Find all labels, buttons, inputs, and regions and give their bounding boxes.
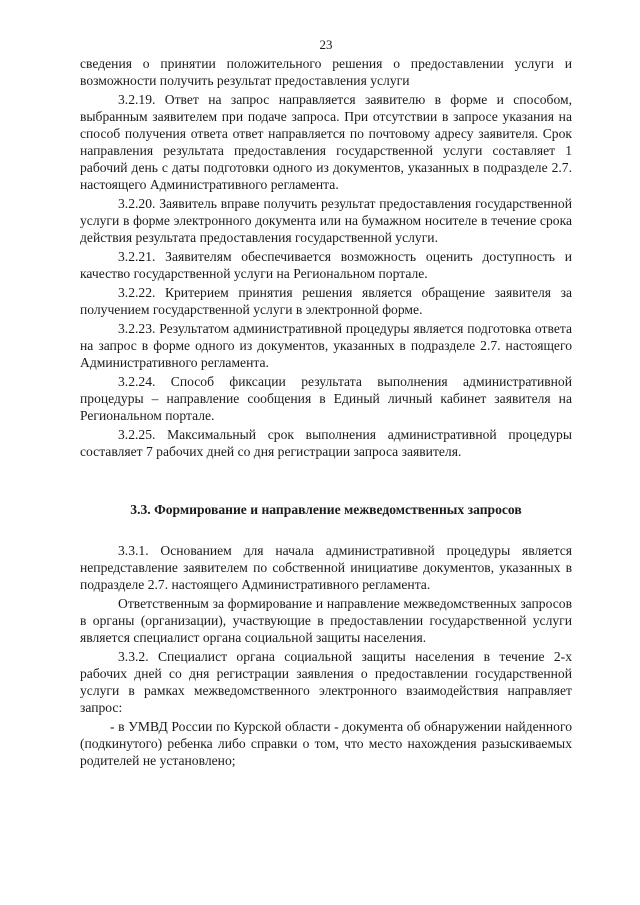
paragraph: 3.2.22. Критерием принятия решения является обращение заявителя за получением государственной услуги в электронной форме.	[80, 285, 572, 317]
paragraph: 3.3.2. Специалист органа социальной защиты населения в течение 2-х рабочих дней со дня регистрации заявления о предоставлении государственной услуги в рамках межведомственного электронного взаимодействия направляет запрос:	[80, 649, 572, 715]
paragraphs-before	[80, 55, 572, 460]
paragraph: 3.2.19. Ответ на запрос направляется заявителю в форме и способом, выбранным заявителем при подаче запроса. При отсутствии в запросе указания на способ получения ответа ответ направляется по почтовому адресу заявителя. Срок направления результата предоставления государственной услуги составляет 1 рабочий день с даты подготовки одного из документов, указанных в подразделе 2.7. настоящего Административного регламента.	[80, 92, 572, 192]
paragraph: 3.2.23. Результатом административной процедуры является подготовка ответа на запрос в форме одного из документов, указанных в подразделе 2.7. настоящего Административного регламента.	[80, 321, 572, 370]
section-heading: 3.3. Формирование и направление межведомственных запросов	[130, 502, 522, 517]
page-number: 23	[319, 37, 333, 52]
paragraph: Ответственным за формирование и направление межведомственных запросов в органы (организации), участвующие в предоставлении государственной услуги является специалист органа социальной защиты населения.	[80, 596, 572, 645]
paragraphs-after	[80, 542, 572, 716]
paragraph: 3.2.25. Максимальный срок выполнения административной процедуры составляет 7 рабочих дней со дня регистрации запроса заявителя.	[80, 427, 572, 459]
bullet-item: - в УМВД России по Курской области - документа об обнаружении найденного (подкинутого) ребенка либо справки о том, что место нахождения разыскиваемых родителей не установлено;	[80, 719, 572, 768]
paragraph: сведения о принятии положительного решения о предоставлении услуги и возможности получить результат предоставления услуги	[80, 56, 572, 88]
paragraph: 3.2.21. Заявителям обеспечивается возможность оценить доступность и качество государственной услуги на Региональном портале.	[80, 249, 572, 281]
paragraph: 3.2.20. Заявитель вправе получить результат предоставления государственной услуги в форме электронного документа или на бумажном носителе в течение срока действия результата предоставления государственной услуги.	[80, 196, 572, 245]
paragraph: 3.2.24. Способ фиксации результата выполнения административной процедуры – направление сообщения в Единый личный кабинет заявителя на Региональном портале.	[80, 374, 572, 423]
paragraph: 3.3.1. Основанием для начала административной процедуры является непредставление заявителем по собственной инициативе документов, указанных в подразделе 2.7. настоящего Административного регламента.	[80, 543, 572, 592]
document-page	[80, 36, 572, 771]
